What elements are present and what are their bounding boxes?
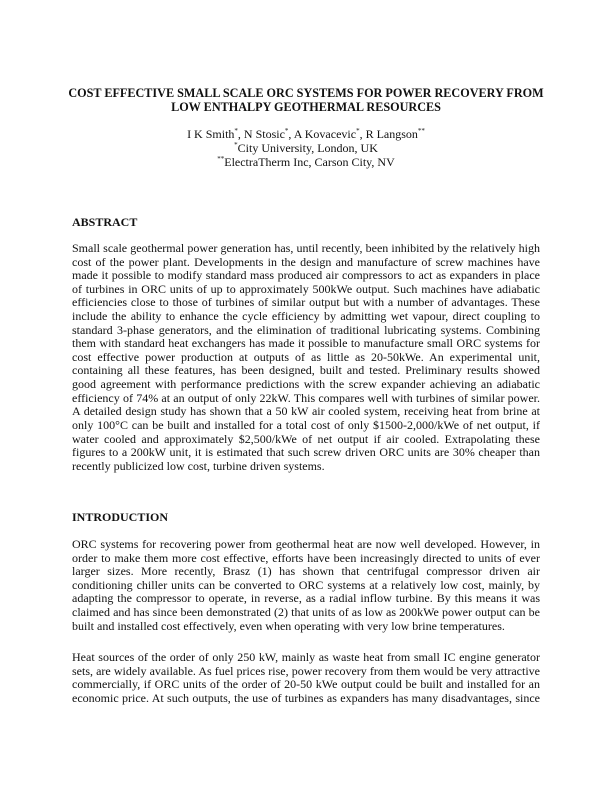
author-name: R Langson xyxy=(365,127,418,141)
text-line: sets, are widely available. As fuel prices rise, power recovery from them would be very attractive xyxy=(72,663,540,678)
text-line: good agreement with performance predictions with the screw expander achieving an adiabatic xyxy=(72,377,540,392)
text-line: containing all these features, has been designed, built and tested. Preliminary results showed xyxy=(72,363,540,378)
text-line: claimed and has since been demonstrated (2) that units of as low as 200kWe power output can be xyxy=(72,605,540,620)
text-line: figures to a 200kW unit, it is estimated that such screw driven ORC units are 30% cheaper than xyxy=(72,445,540,460)
introduction-paragraph-2 xyxy=(72,651,540,705)
text-line: made it possible to modify standard mass produced air compressors to act as expanders in place xyxy=(72,268,540,283)
text-line: efficiencies close to those of turbines of similar output but with a number of advantages. These xyxy=(72,295,540,310)
text-line: only 100°C can be built and installed for a total cost of only $1500-2,000/kWe of net output, if xyxy=(72,417,540,432)
text-line: built and installed cost effectively, even when operating with very low brine temperatures. xyxy=(72,618,505,633)
affiliation-text: ElectraTherm Inc, Carson City, NV xyxy=(224,155,395,169)
text-line: standard 3-phase generators, and the elimination of traditional lubricating systems. Combining xyxy=(72,322,540,337)
text-line: water cooled and approximately $2,500/kWe of net output if air cooled. Extrapolating these xyxy=(72,431,540,446)
title-line: LOW ENTHALPY GEOTHERMAL RESOURCES xyxy=(171,100,441,114)
text-line: larger sizes. More recently, Brasz (1) has shown that centrifugal compressor driven air xyxy=(72,564,540,579)
abstract-heading: ABSTRACT xyxy=(72,215,138,229)
text-line: adapting the compressor to operate, in reverse, as a radial inflow turbine. By this means it was xyxy=(72,591,540,606)
text-line: conditioning chiller units can be converted to ORC systems at a relatively low cost, mainly, by xyxy=(72,577,540,592)
affiliation-mark: ** xyxy=(217,155,225,163)
affiliation xyxy=(60,155,552,169)
text-line: commercially, if ORC units of the order of 20-50 kWe output could be built and installed for an xyxy=(72,677,540,692)
text-line: cost effective power production at outputs of as little as 20-50kWe. An experimental unit, xyxy=(72,349,540,364)
text-line: order to make them more cost effective, efforts have been increasingly directed to units of ever xyxy=(72,550,540,565)
text-line: ORC systems for recovering power from geothermal heat are now well developed. However, in xyxy=(72,537,540,551)
author-list: I K Smith*, N Stosic*, A Kovacevic*, R Langson** xyxy=(187,127,425,141)
text-line: Small scale geothermal power generation has, until recently, been inhibited by the relatively high xyxy=(72,241,540,255)
text-line: them with standard heat exchangers has made it possible to manufacture small ORC systems for xyxy=(72,336,540,351)
introduction-heading: INTRODUCTION xyxy=(72,510,169,524)
title-line: COST EFFECTIVE SMALL SCALE ORC SYSTEMS FOR POWER RECOVERY FROM xyxy=(68,86,544,100)
affiliation-text: City University, London, UK xyxy=(237,141,378,155)
affiliation-mark: * xyxy=(284,127,289,135)
text-line: economic price. At such outputs, the use of turbines as expanders has many disadvantages, since xyxy=(72,690,540,705)
text-line: of turbines in ORC units of up to approximately 500kWe output. Such machines have adiabatic xyxy=(72,281,540,296)
text-line: A detailed design study has shown that a 50 kW air cooled system, receiving heat from brine at xyxy=(72,404,540,419)
text-line: efficiency of 74% at an output of only 22kW. This compares well with turbines of similar power. xyxy=(72,390,540,405)
affiliation-mark: * xyxy=(356,127,360,135)
paper-title xyxy=(60,86,552,114)
text-line: Heat sources of the order of only 250 kW, mainly as waste heat from small IC engine generator xyxy=(72,650,540,664)
text-line: cost of the power plant. Developments in the design and manufacture of screw machines have xyxy=(72,254,540,269)
text-line: recently publicized low cost, turbine driven systems. xyxy=(72,458,325,473)
author-name: A Kovacevic xyxy=(293,127,357,141)
author-name: N Stosic xyxy=(243,127,285,141)
affiliation xyxy=(60,141,552,155)
introduction-paragraph-1 xyxy=(72,538,540,633)
affiliation-mark: ** xyxy=(417,127,425,135)
author-block xyxy=(60,127,552,169)
affiliation-mark: * xyxy=(234,141,238,149)
text-line: include the ability to enhance the cycle efficiency by admitting wet vapour, direct coupling to xyxy=(72,309,540,324)
abstract-paragraph xyxy=(72,242,540,473)
author-name: I K Smith xyxy=(187,127,235,141)
affiliation-mark: * xyxy=(234,127,238,135)
